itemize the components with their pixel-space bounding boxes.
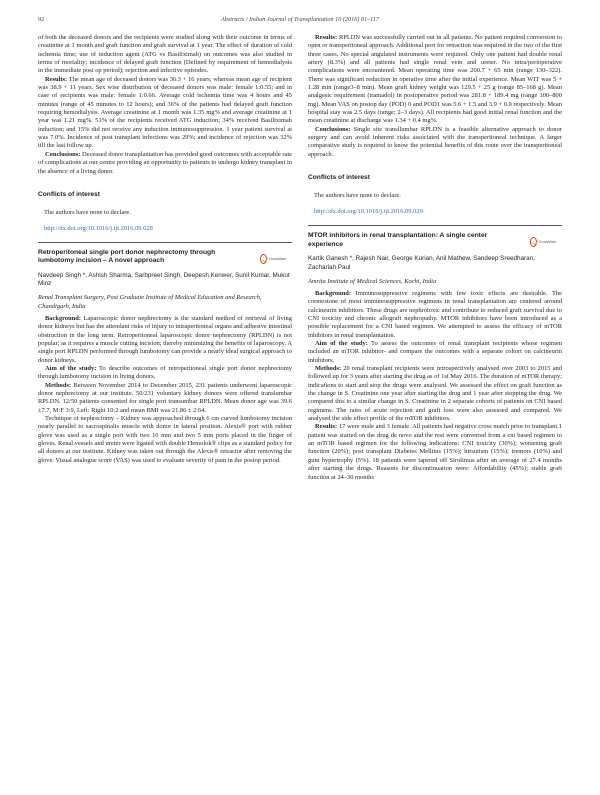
conclusions-paragraph <box>38 151 292 176</box>
aim-paragraph <box>308 340 562 365</box>
doi-link[interactable]: http://dx.doi.org/10.1016/j.ijt.2016.09.029 <box>314 208 423 216</box>
conflicts-text: The authors have none to declare. <box>44 208 131 216</box>
crossmark-icon <box>530 237 537 247</box>
crossmark-badge[interactable] <box>260 251 286 267</box>
article-block <box>308 232 562 286</box>
crossmark-icon <box>260 254 267 264</box>
aim-label: Aim of the study: <box>45 364 97 372</box>
background-paragraph <box>38 315 292 365</box>
results-paragraph-2 <box>308 423 562 481</box>
conclusions-paragraph <box>308 126 562 159</box>
conclusions-text: Single site transllumbar RPLDN is a feasible alternative approach to donor surgery and can avoid inherent risks associated with the transperitoneal technique. A larger comparative study is required to know the potential benefits of this route over the transperitoneal approach. <box>308 125 562 158</box>
conflicts-heading: Conflicts of interest <box>38 190 100 198</box>
conclusions-label: Conclusions: <box>45 150 81 158</box>
results-label: Results: <box>315 34 338 41</box>
crossmark-badge[interactable] <box>530 234 556 250</box>
technique-paragraph: Technique of nephrectomy – Kidney was approached through 6 cm curved lumbotomy incision nearly parallel to sacrospinalis muscle with donor in lateral position. Alexis® port with rubber glove was used as a single port with two 10 mm and two 5 mm ports placed in the finger of gloves. Renal vessels and ureter were ligated with double Hemolok® clips as a standard policy for all donors at our institute. Kidney was taken out through the Alexis® retractor after removing the glove. Visual analogue score (VAS) was used to evaluate severity of pain in the postop period. <box>38 414 292 464</box>
methods-label: Methods: <box>45 381 72 389</box>
conclusions-text: Deceased donor transplantation has provided good outcomes with acceptable rate of complications at our centre providing an opportunity to patients to undergo kidney transplant in the absence of a living donor. <box>38 150 292 175</box>
aim-paragraph <box>38 365 292 382</box>
author-list: Navdeep Singh *, Ashish Sharma, Sarbpreet Singh, Deepesh Kenwer, Sunil Kumar, Mukut Minz <box>38 272 290 288</box>
results-paragraph <box>308 34 562 126</box>
conclusions-label: Conclusions: <box>315 125 351 133</box>
affiliation: Amrita Institute of Medical Sciences, Kochi, India <box>308 277 437 285</box>
methods-paragraph <box>308 365 562 423</box>
background-label: Background: <box>45 314 82 322</box>
background-text: Immunosuppressive regimens with few toxic effects are desirable. The cornerstone of most immunosuppressive regimens in renal transplantation are centered around calcineurin inhibitors. These drugs are nephrotoxic and contribute to reduced graft survival due to CNI toxicity and chronic allograft nephropathy. MTOR inhibitors have been introduced as a possible replacement for a CNI based regimen. We attempted to assess the efficacy of mTOR inhibitors in renal transplantation. <box>308 289 562 339</box>
background-text: Laparoscopic donor nephrectomy is the standard method of retrieval of living donor kidneys but has the attendant risks of injury to intraperitoneal organs and adhesive intestinal obstruction in the long term. Retroperitoneal laparoscopic donor nephrectomy (RPLDN) is not popular; as it requires a muscle cutting incision; thereby minimizing the benefits of laparoscopy. A single port RPLDN performed through lumbotomy can provide a nearly ideal surgical approach to donor kidneys. <box>38 314 292 364</box>
left-column <box>38 34 292 465</box>
conflicts-text: The authors have none to declare. <box>314 192 401 200</box>
divider <box>308 225 562 226</box>
background-label: Background: <box>315 289 352 297</box>
results-text: The mean age of deceased donors was 36.3 + 16 years; whereas mean age of recipient was 38.9 + 11 years. Sex wise distribution of deceased donors was male: female 1:0.55; and in case of recipients was male: female 1:0.66. Average cold ischemia time was 4 hours and 45 minutes (range of 45 minutes to 12 hours); and 36% of the patients had delayed graft function requiring hemodialysis. Average creatinine at 1 month was 1.35 mg% and average creatinine at 1 year was 1.21 mg%. 51% of the recipients received ATG induction; 34% received Basiliximab induction; and 15% did not receive any induction immunosuppression. 1 year patient survival at was 7.0%. Incidence of post transplant infections was 29%; and incidence of rejection was 32% till the last follow up. <box>38 75 292 150</box>
journal-running-title: Abstracts / Indian Journal of Transplantation 10 (2016) 81–117 <box>220 16 379 23</box>
article-block <box>38 249 292 311</box>
right-column <box>308 34 562 482</box>
continued-methods-paragraph: of both the deceased donors and the recipients were studied along with their outcome in terms of creatinine at 1 month and graft function and graft survival at 1 year. The effect of duration of cold ischemia time; use of induction agent (ATG vs Basiliximab) on outcomes was also studied in terms of mortality; incidence of delayed graft function (Defined by requirement of hemodialysis in the immediate post op period); rejection and infective episodes. <box>38 34 292 75</box>
methods-text: Between November 2014 to December 2015, 231 patients underwent laparoscopic donor nephrectomy at our institute. 50/231 voluntary kidney donors were offered translumbar RPLDN. 12/50 patients consented for single port transumbar RPLDN. Mean donor age was 39.6 ±7.7, M:F 3:9, Left: Right 10:2 and mean BMI was 21.86 ± 2.64. <box>38 381 292 414</box>
results-paragraph <box>38 76 292 151</box>
methods-text: 20 renal transplant recipients were retrospectively analysed over 2003 to 2015 and followed up for 3 years after starting the drug as of 1st May 2016. The duration of mTOR therapy; indications to start and stop the drugs were analysed. We assessed the effect on graft function as the change in S. Creatinine one year after starting the drug and 1 year after stopping the drug. We compared this to a similar change in S. Creatinine in 2 separate cohorts of patients on CNI based regimens. The rates of acute rejection and graft loss were also assessed and compared. We analysed the side effect profile of the mTOR inhibitors. <box>308 365 562 423</box>
page-number: 92 <box>38 16 45 23</box>
methods-paragraph <box>38 382 292 415</box>
results-label-2: Results: <box>315 423 338 431</box>
results-label: Results: <box>45 75 68 83</box>
aim-text: To assess the outcomes of renal transplant recipients whose regimen included an mTOR inhibitor- and compare the outcomes with a separate cohort on calcineurin inhibitors. <box>308 340 562 364</box>
conflicts-heading: Conflicts of interest <box>308 174 370 182</box>
article-title: MTOR inhibitors in renal transplantation: A single center experience <box>308 232 488 248</box>
results-text-2: 17 were male and 3 female. All patients had negative cross match prior to transplant.1 patient was started on the drug de novo and the rest were converted from a cni based regimen to an mTOR based regimen for the following indications: CNI toxicity (30%); worsening graft function (20%); post transplant Diabetes Mellitus (15%); hirsutism (15%); tremors (10%) and gum hypertrophy (5%). 18 patients were tapered off Sirolimus after an average of 27.4 months after starting the drugs. Reasons for discontinuation were: Affordability (45%); stable graft function at 24–30 months <box>308 423 562 481</box>
page-header <box>38 16 562 28</box>
author-list: Kartik Ganesh *, Rajesh Nair, George Kurian, Anil Mathew, Sandeep Sreedharan, Zachariah Paul <box>308 255 535 271</box>
aim-text: To describe outcomes of retroperitoneal single port donor nephrectomy through lumbotomy incision in living donors. <box>38 364 292 381</box>
results-text: RPLDN was successfully carried out in all patients. No patient required conversion to open or transperitoneal approach. Additional port for retraction was required in the two of the first three cases. No special angulated instruments were required. Only one patient had double renal artery (8.3%) and all patients had single renal vein and ureter. No intra/perioperative complications were encountered. Mean operating time was 200.7 + 65 min (range 130–322). There was significant reduction in operative time after the initial experience. Mean WIT was 5 + 1.28 min (range3–8 min). Mean graft kidney weight was 129.5 + 25 g (range 85–168 g). Mean analgesic requirement (tramadol) in postoperative period was 281.8 + 189.4 mg (range 100–800 mg). Mean VAS on postop day (POD) 0 and POD1 was 5.6 + 1.5 and 3.9 + 0.9 respectively. Mean hospital stay was 2.5 days (range; 2–3 days). All recipients had good initial renal function and the mean creatinine at discharge was 1.34 + 0.4 mg%. <box>308 34 562 125</box>
doi-link[interactable]: http://dx.doi.org/10.1016/j.ijt.2016.09.028 <box>44 224 153 232</box>
affiliation: Renal Transplant Surgery, Post Graduate Institute of Medical Education and Research, Chandigarh, India <box>38 294 262 310</box>
aim-label: Aim of the study: <box>315 340 368 348</box>
article-title: Retroperitoneal single port donor nephrectomy through lumbotomy incision – A novel approach <box>38 248 216 265</box>
divider <box>38 242 292 243</box>
background-paragraph <box>308 290 562 340</box>
crossmark-label: CrossMark <box>538 240 556 245</box>
crossmark-label: CrossMark <box>268 256 286 261</box>
methods-label: Methods: <box>315 365 342 373</box>
